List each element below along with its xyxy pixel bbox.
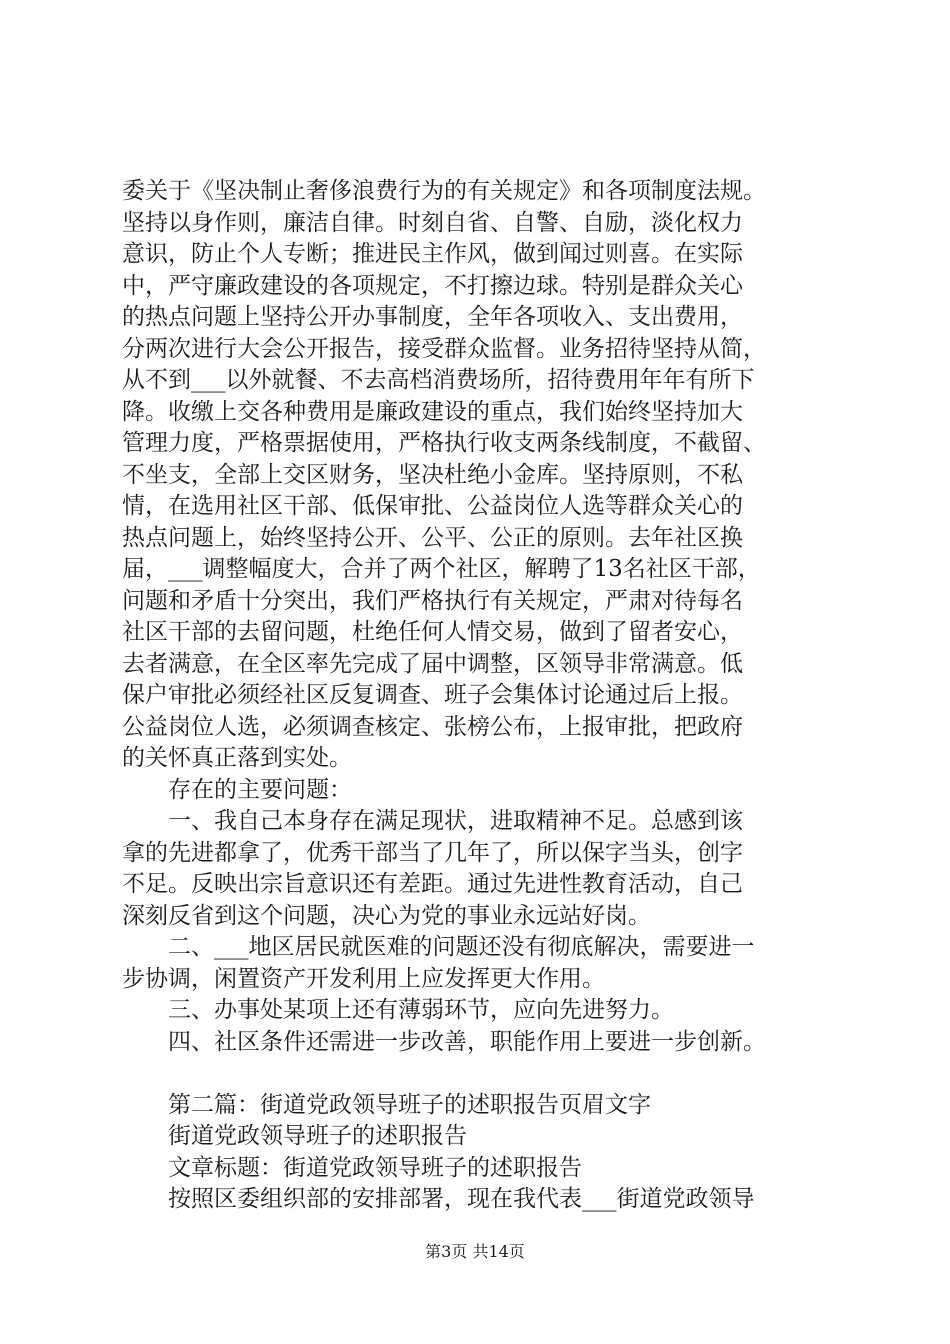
text-line: 去者满意，在全区率先完成了届中调整，区领导非常满意。低 — [122, 650, 743, 677]
text-line: 从不到___以外就餐、不去高档消费场所，招待费用年年有所下 — [122, 367, 755, 393]
text-line: 保户审批必须经社区反复调查、班子会集体讨论通过后上报。 — [122, 682, 743, 708]
text-line: 按照区委组织部的安排部署，现在我代表___街道党政领导 — [122, 1186, 755, 1212]
text-line: 问题和矛盾十分突出，我们严格执行有关规定，严肃对待每名 — [122, 587, 743, 614]
text-line: 不足。反映出宗旨意识还有差距。通过先进性教育活动，自己 — [122, 871, 743, 897]
text-line: 社区干部的去留问题，杜绝任何人情交易，做到了留者安心， — [122, 619, 743, 645]
page-footer: 第3页 共14页 — [425, 1242, 525, 1261]
text-line: 深刻反省到这个问题，决心为党的事业永远站好岗。 — [122, 902, 651, 929]
text-line: 届，___调整幅度大，合并了两个社区，解聘了13名社区干部， — [122, 556, 761, 582]
text-line: 委关于《坚决制止奢侈浪费行为的有关规定》和各项制度法规。 — [122, 178, 766, 204]
text-line: 管理力度，严格票据使用，严格执行收支两条线制度，不截留、 — [122, 430, 766, 456]
text-line: 三、办事处某项上还有薄弱环节，应向先进努力。 — [122, 997, 674, 1023]
text-line: 街道党政领导班子的述职报告 — [122, 1123, 467, 1149]
blank-line — [122, 1058, 857, 1090]
text-line: 意识，防止个人专断；推进民主作风，做到闻过则喜。在实际 — [122, 241, 743, 267]
text-line: 一、我自己本身存在满足现状，进取精神不足。总感到该 — [122, 808, 743, 834]
text-line: 不坐支，全部上交区财务，坚决杜绝小金库。坚持原则，不私 — [122, 461, 743, 488]
text-line: 公益岗位人选，必须调查核定、张榜公布，上报审批，把政府 — [122, 713, 743, 740]
text-line: 第二篇：街道党政领导班子的述职报告页眉文字 — [122, 1091, 651, 1118]
text-line: 情，在选用社区干部、低保审批、公益岗位人选等群众关心的 — [122, 493, 743, 519]
text-line: 四、社区条件还需进一步改善，职能作用上要进一步创新。 — [122, 1028, 766, 1055]
text-line: 的热点问题上坚持公开办事制度，全年各项收入、支出费用， — [122, 304, 743, 330]
text-line: 的关怀真正落到实处。 — [122, 745, 352, 771]
text-line: 降。收缴上交各种费用是廉政建设的重点，我们始终坚持加大 — [122, 398, 743, 425]
text-line: 二、___地区居民就医难的问题还没有彻底解决，需要进一 — [122, 934, 755, 960]
text-line: 中，严守廉政建设的各项规定，不打擦边球。特别是群众关心 — [122, 272, 743, 299]
body-text — [122, 176, 857, 1216]
text-line: 热点问题上，始终坚持公开、公平、公正的原则。去年社区换 — [122, 524, 743, 551]
text-line: 存在的主要问题： — [122, 776, 352, 803]
text-line: 文章标题：街道党政领导班子的述职报告 — [122, 1154, 582, 1181]
text-line: 坚持以身作则，廉洁自律。时刻自省、自警、自励，淡化权力 — [122, 209, 743, 236]
text-line: 步协调，闲置资产开发利用上应发挥更大作用。 — [122, 965, 605, 992]
text-line: 拿的先进都拿了，优秀干部当了几年了，所以保字当头，创字 — [122, 839, 743, 866]
text-line: 分两次进行大会公开报告，接受群众监督。业务招待坚持从简， — [122, 335, 766, 362]
